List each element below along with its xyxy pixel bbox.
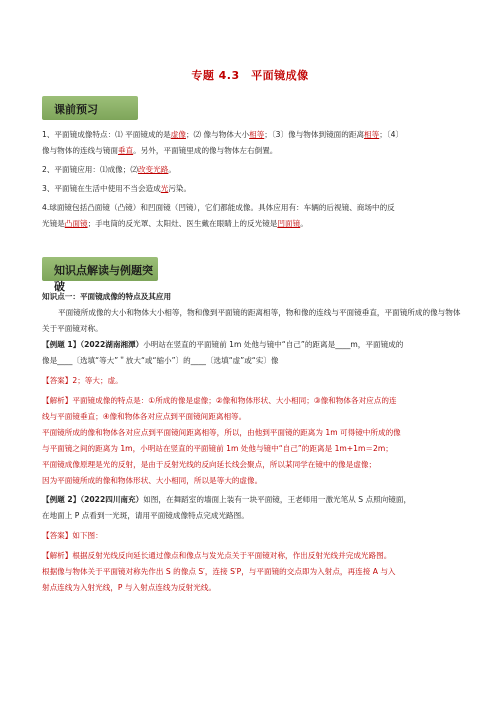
explanation-1-line-6: 因为平面镜所成的像和物体形状、大小相同，所以是等大的虚像。 <box>42 476 263 485</box>
knowledge-paragraph: 平面镜所成像的大小和物体大小相等，物和像到平面镜的距离相等，物和像的连线与平面镜垂直，平面镜所成的像与物体关于平面镜对称。 <box>42 308 461 333</box>
knowledge-section <box>42 289 462 596</box>
preview-line-4: 3、平面镜在生活中使用不当会造成光污染。 <box>42 184 192 193</box>
banner-label: 课前预习 <box>54 103 98 116</box>
answer-1: 【答案】2；等大；虚。 <box>42 376 123 385</box>
answer-2: 【答案】如下图： <box>42 531 103 540</box>
example-1-line-2: 像是____〔选填“等大”＂放大“或“缩小”〕的____〔选填“虚”或“实〕像 <box>42 356 279 365</box>
explanation-1-line-2: 线与平面镜垂直；④像和物体各对应点到平面镜间距离相等。 <box>42 412 247 421</box>
preview-line-5: 4.球面镜包括凸面镜（凸镜）和凹面镜（凹镜），它们都能成像。具体应用有：车辆的后视镜、商场中的反 <box>42 203 395 212</box>
explanation-2-line-3: 射点连线为入射光线，P 与入射点连线为反射光线。 <box>42 583 217 592</box>
explanation-2-line-1: 【解析】根据反射光线反向延长通过像点和像点与发光点关于平面镜对称，作出反射光线并完成光路图。 <box>42 551 392 560</box>
example-2-line-2: 在地面上 P 点看到一光斑，请用平面镜成像特点完成光路图。 <box>42 511 249 520</box>
section-banner-knowledge <box>42 257 158 293</box>
example-2-line-1: 【例题 2】（2022四川南充）如图，在舞蹈室的墙面上装有一块平面镜，王老师用一激光笔从 S 点照向镜面， <box>42 495 412 504</box>
explanation-2-line-2: 根据像与物体关于平面镜对称先作出 S 的像点 S′，连接 S′P，与平面镜的交点即为入射点，再连接 A 与入 <box>42 567 396 576</box>
knowledge-heading: 知识点一：平面镜成像的特点及其应用 <box>42 292 172 301</box>
explanation-1-line-4: 与平面镜之间的距离为 1m，小明站在竖直的平面镜前 1m 处他与镜中“自己”的距离是 1m+1m＝2m； <box>42 444 393 453</box>
explanation-1-line-3: 平面镜所成的像和物体各对应点到平面镜间距离相等，所以，由他到平面镜的距离为 1m 可得镜中所成的像 <box>42 428 401 437</box>
page-title: 专题 4.3 平面镜成像 <box>191 69 309 82</box>
preview-line-3: 2、平面镜应用：⑴成像；⑵改变光路。 <box>42 165 176 174</box>
section-banner-preview <box>42 96 138 120</box>
banner-label: 知识点解读与例题突破 <box>54 264 153 293</box>
preview-list <box>42 127 462 232</box>
example-1-line-1: 【例题 1】（2022湖南湘潭）小明站在竖直的平面镜前 1m 处他与镜中“自己”的距离是____m，平面镜成的 <box>42 340 404 349</box>
preview-line-6: 光镜是凸面镜；手电筒的反光罩、太阳灶、医生戴在眼睛上的反光镜是凹面镜。 <box>42 219 308 228</box>
preview-line-1: 1、平面镜成像特点：⑴ 平面镜成的是虚像；⑵ 像与物体大小相等；〔3〕像与物体到镜面的距离相等；〔4〕 <box>42 130 404 139</box>
explanation-1-line-5: 平面镜成像原理是光的反射，是由于反射光线的反向延长线会聚点，所以某同学在镜中的像是虚像； <box>42 460 377 469</box>
explanation-1-line-1: 【解析】平面镜成像的特点是：①所成的像是虚像；②像和物体形状、大小相同；③像和物体各对应点的连 <box>42 396 397 405</box>
preview-line-2: 像与物体的连线与镜面垂直。另外，平面镜里成的像与物体左右倒置。 <box>42 146 278 155</box>
